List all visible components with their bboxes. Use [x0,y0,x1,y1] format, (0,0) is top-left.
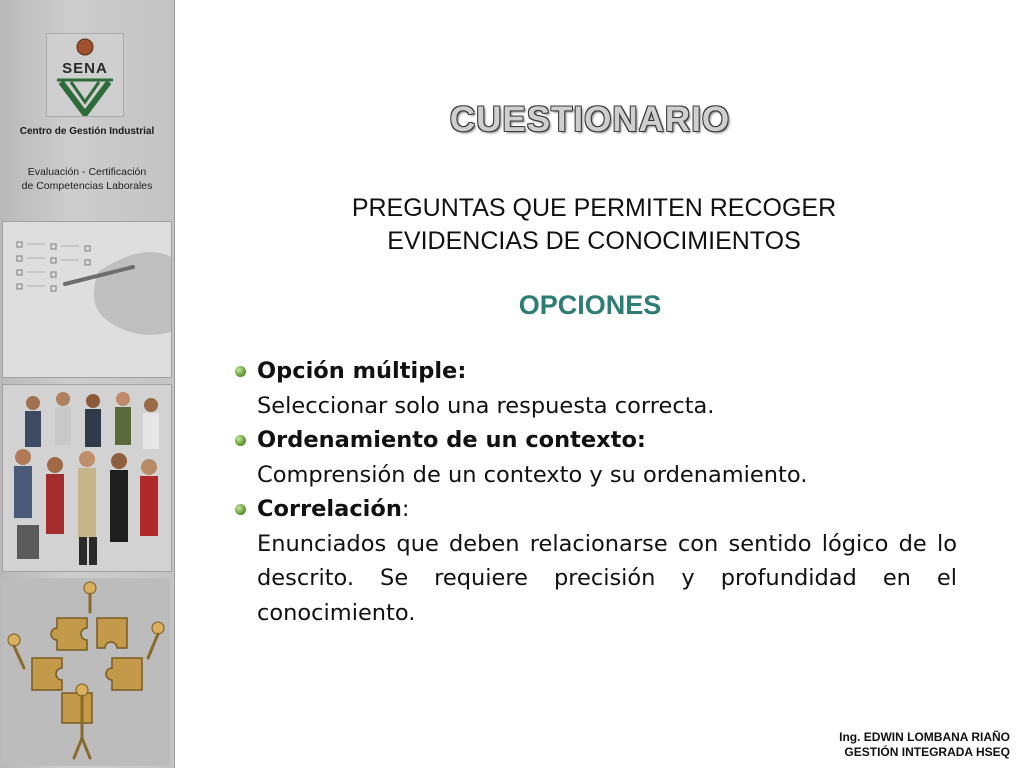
questionnaire-photo [2,221,172,378]
option-title-colon: : [401,496,410,522]
option-title-row [235,354,957,389]
footer-department: GESTIÓN INTEGRADA HSEQ [844,745,1010,759]
sena-logo-text: SENA [62,60,108,77]
option-title: Opción múltiple: [257,358,467,384]
options-list [235,354,957,630]
bullet-icon [235,366,246,377]
bullet-icon [235,504,246,515]
workers-group-photo [2,384,172,572]
option-item [235,354,957,423]
option-title: Ordenamiento de un contexto: [257,427,646,453]
subtitle-line-1: PREGUNTAS QUE PERMITEN RECOGER [351,194,837,222]
option-description: Enunciados que deben relacionarse con sentido lógico de lo descrito. Se requiere precisión y profundidad en el conocimiento. [257,530,957,626]
sena-logo [46,33,124,117]
option-title: Correlación [257,496,402,522]
page-title: CUESTIONARIO [449,100,731,139]
center-name: Centro de Gestión Industrial [19,126,155,137]
option-description: Comprensión de un contexto y su ordenamiento. [257,461,808,488]
option-item [235,492,957,630]
option-title-row [235,492,957,527]
options-heading: OPCIONES [518,290,662,320]
subtitle-line-2: EVIDENCIAS DE CONOCIMIENTOS [387,227,801,255]
evaluation-line-1: Evaluación - Certificación [27,166,147,178]
footer-author: Ing. EDWIN LOMBANA RIAÑO [839,730,1010,744]
option-item [235,423,957,492]
option-description: Seleccionar solo una respuesta correcta. [257,392,715,419]
footer-credit [839,730,1010,760]
sidebar [0,0,175,768]
bullet-icon [235,435,246,446]
evaluation-line-2: de Competencias Laborales [21,180,153,192]
puzzle-figures-image [2,578,170,766]
option-title-row [235,423,957,458]
subtitle [284,192,904,258]
